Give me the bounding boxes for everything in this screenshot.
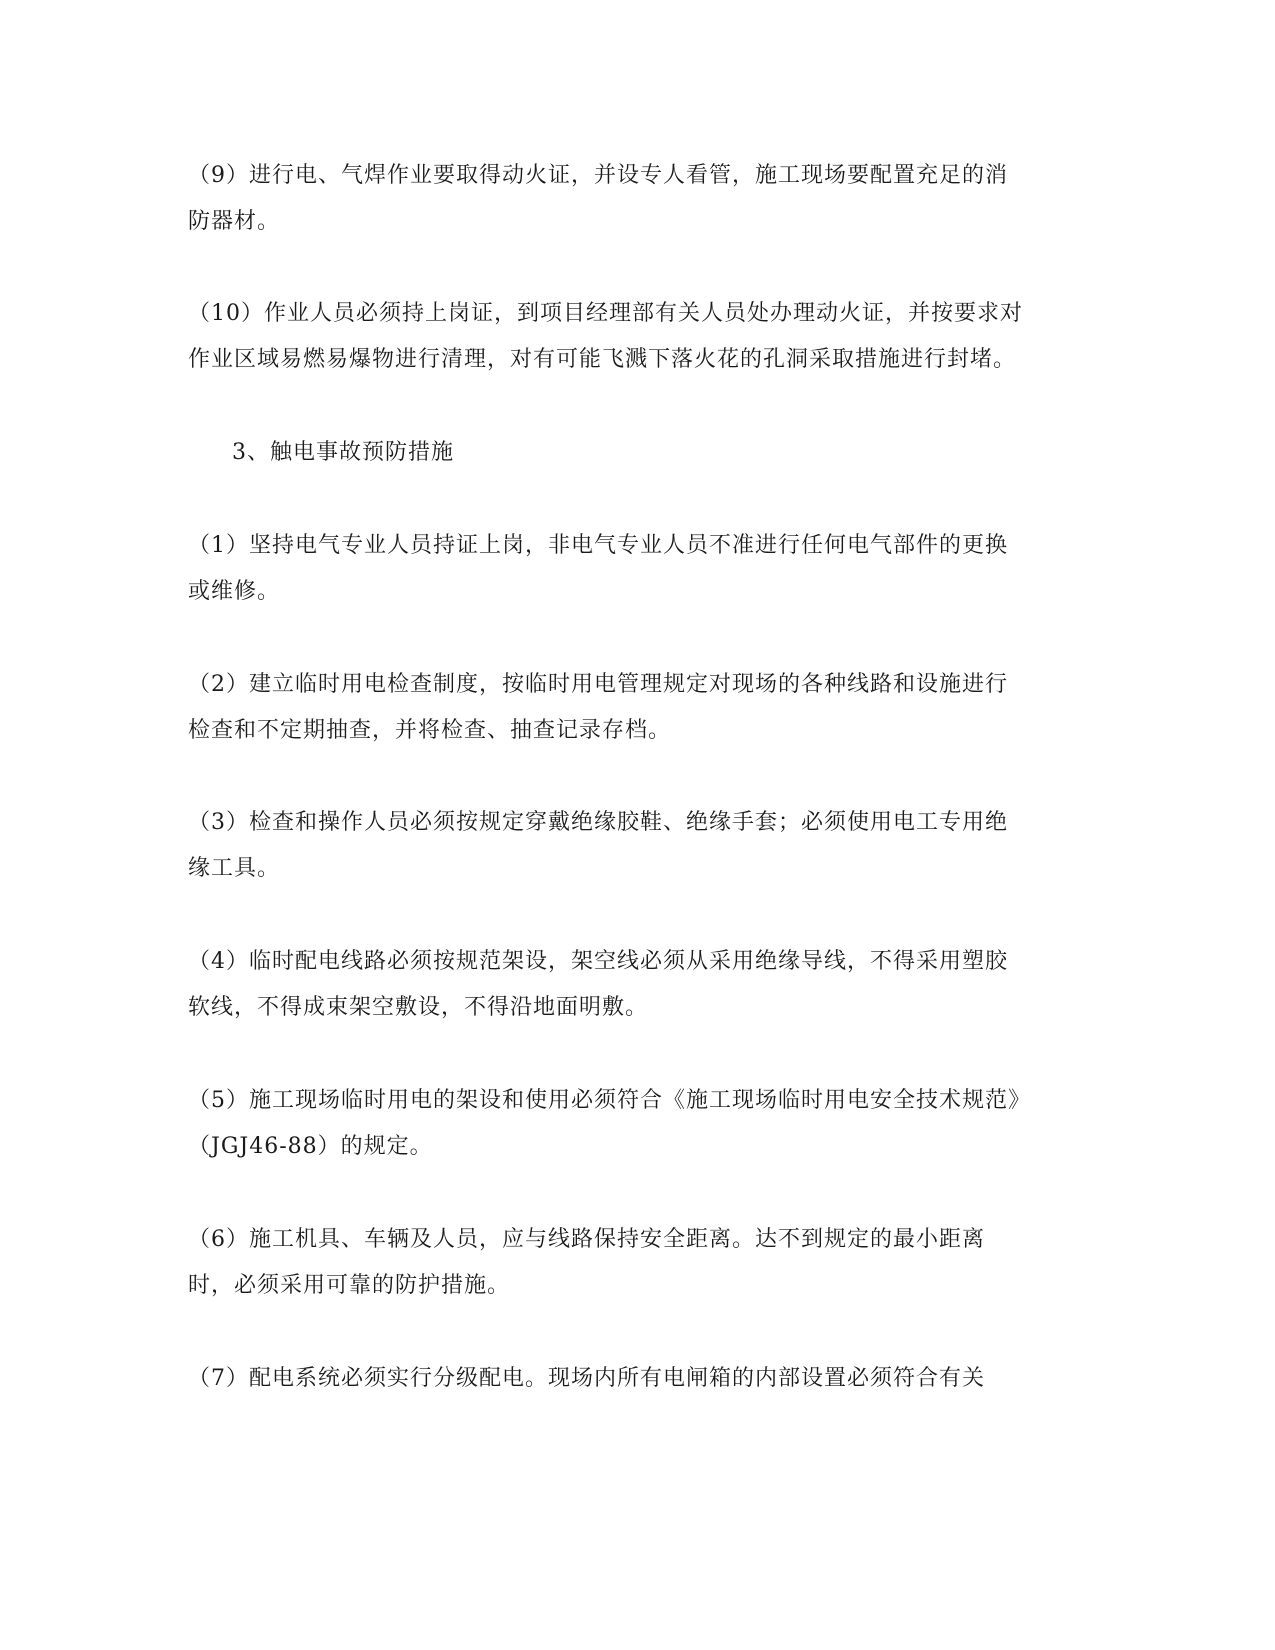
paragraph-9: （9）进行电、气焊作业要取得动火证，并设专人看管，施工现场要配置充足的消防器材。 — [188, 163, 1008, 234]
paragraph-10: （10）作业人员必须持上岗证，到项目经理部有关人员处办理动火证，并按要求对作业区域易燃易爆物进行清理，对有可能飞溅下落火花的孔洞采取措施进行封堵。 — [188, 301, 1023, 372]
section-heading: 3、触电事故预防措施 — [232, 440, 454, 465]
paragraph-1: （1）坚持电气专业人员持证上岗，非电气专业人员不准进行任何电气部件的更换或维修。 — [188, 533, 1008, 604]
paragraph-6: （6）施工机具、车辆及人员，应与线路保持安全距离。达不到规定的最小距离时，必须采用可靠的防护措施。 — [188, 1227, 985, 1298]
paragraph-4: （4）临时配电线路必须按规范架设，架空线必须从采用绝缘导线，不得采用塑胶软线，不得成束架空敷设，不得沿地面明敷。 — [188, 949, 1008, 1020]
paragraph-3: （3）检查和操作人员必须按规定穿戴绝缘胶鞋、绝缘手套；必须使用电工专用绝缘工具。 — [188, 810, 1008, 881]
paragraph-5: （5）施工现场临时用电的架设和使用必须符合《施工现场临时用电安全技术规范》（JGJ46-88）的规定。 — [188, 1088, 1020, 1159]
paragraph-7: （7）配电系统必须实行分级配电。现场内所有电闸箱的内部设置必须符合有关 — [188, 1366, 985, 1391]
paragraph-2: （2）建立临时用电检查制度，按临时用电管理规定对现场的各种线路和设施进行检查和不定期抽查，并将检查、抽查记录存档。 — [188, 672, 1008, 743]
